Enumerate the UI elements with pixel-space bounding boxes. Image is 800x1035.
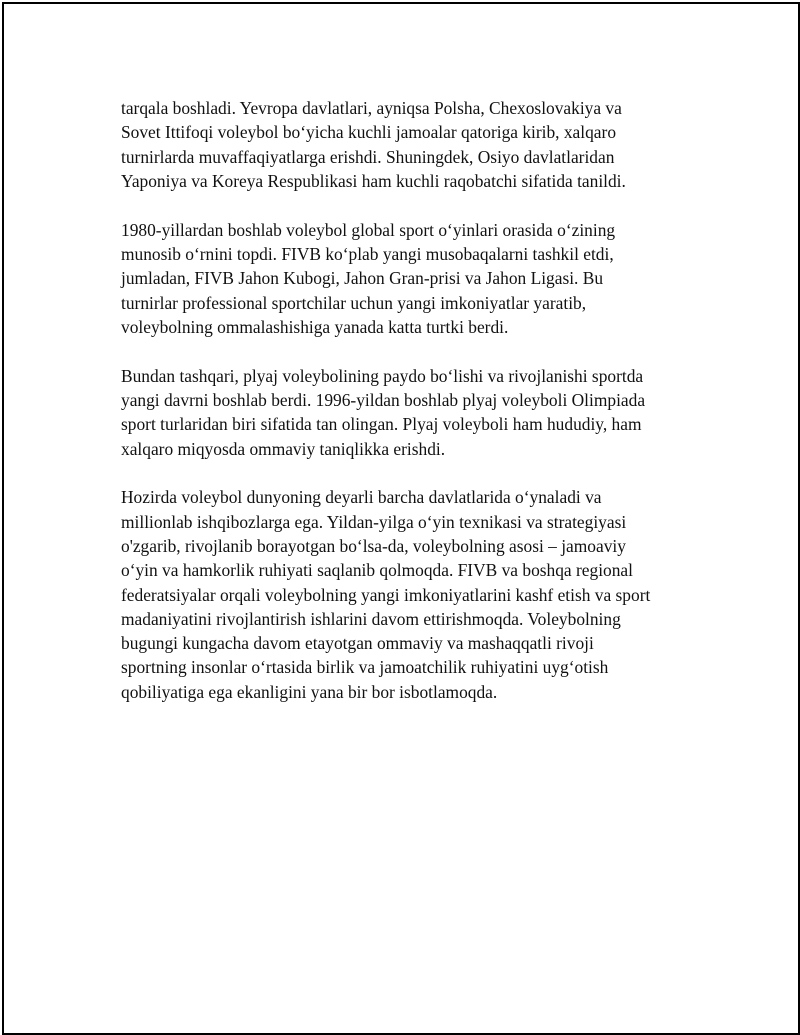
- paragraph-2: 1980-yillardan boshlab voleybol global sport o‘yinlari orasida o‘zining munosib o‘rnini topdi. FIVB ko‘plab yangi musobaqalarni tashkil etdi, jumladan, FIVB Jahon Kubogi, Jahon Gran-prisi va Jahon Ligasi. Bu turnirlar professional sportchilar uchun yangi imkoniyatlar yaratib, voleybolning ommalashishiga yanada katta turtki berdi.: [121, 219, 616, 337]
- paragraph-3: Bundan tashqari, plyaj voleybolining paydo bo‘lishi va rivojlanishi sportda yangi davrni boshlab berdi. 1996-yildan boshlab plyaj voleyboli Olimpiada sport turlaridan biri sifatida tan olingan. Plyaj voleyboli ham hududiy, ham xalqaro miqyosda ommaviy taniqlikka erishdi.: [121, 365, 646, 459]
- page-frame: [2, 2, 800, 1035]
- paragraph-1: tarqala boshladi. Yevropa davlatlari, ayniqsa Polsha, Chexoslovakiya va Sovet Ittifoqi voleybol bo‘yicha kuchli jamoalar qatoriga kirib, xalqaro turnirlarda muvaffaqiyatlarga erishdi. Shuningdek, Osiyo davlatlaridan Yaponiya va Koreya Respublikasi ham kuchli raqobatchi sifatida tanildi.: [121, 98, 626, 191]
- paragraph-4: Hozirda voleybol dunyoning deyarli barcha davlatlarida o‘ynaladi va millionlab ishqibozlarga ega. Yildan-yilga o‘yin texnikasi va strategiyasi o'zgarib, rivojlanib borayotgan bo‘lsa-da, voleybolning asosi – jamoaviy o‘yin va hamkorlik ruhiyati saqlanib qolmoqda. FIVB va boshqa regional federatsiyalar orqali voleybolning yangi imkoniyatlarini kashf etish va sport madaniyatini rivojlantirish ishlarini davom ettirishmoqda. Voleybolning bugungi kungacha davom etayotgan ommaviy va mashaqqatli rivoji sportning insonlar o‘rtasida birlik va jamoatchilik ruhiyatini uyg‘otish qobiliyatiga ega ekanligini yana bir bor isbotlamoqda.: [121, 487, 651, 702]
- document-body: [121, 96, 701, 729]
